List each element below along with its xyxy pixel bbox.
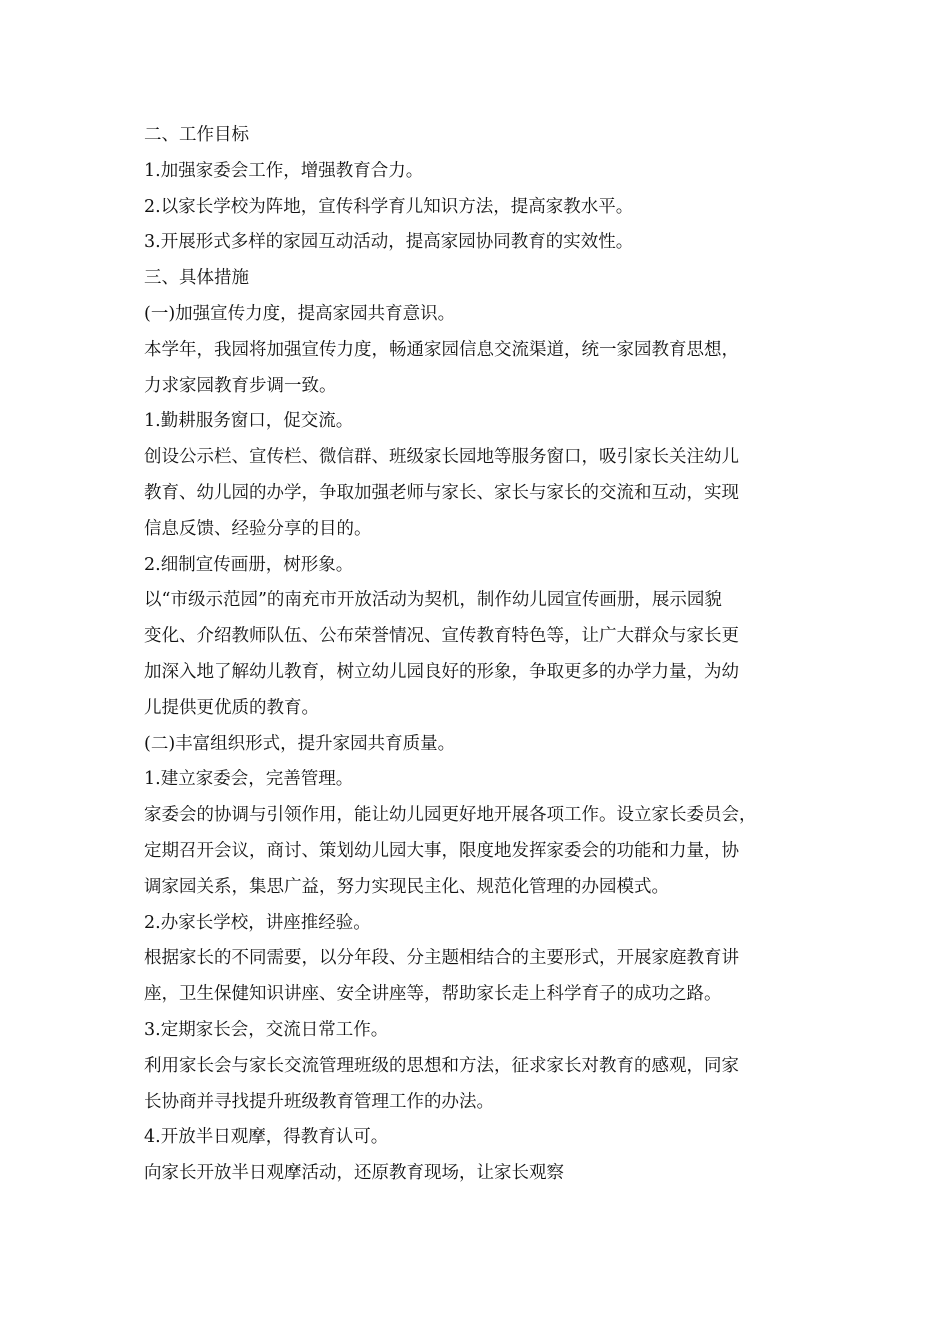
paragraph-line: 力求家园教育步调一致。 [144, 375, 337, 396]
paragraph-line: 长协商并寻找提升班级教育管理工作的办法。 [144, 1091, 494, 1112]
paragraph-line: 家委会的协调与引领作用，能让幼儿园更好地开展各项工作。设立家长委员会， [144, 805, 757, 826]
paragraph-line: 创设公示栏、宣传栏、微信群、班级家长园地等服务窗口，吸引家长关注幼儿 [144, 447, 739, 468]
paragraph-line: 根据家长的不同需要，以分年段、分主题相结合的主要形式，开展家庭教育讲 [144, 948, 739, 969]
paragraph-line: 儿提供更优质的教育。 [144, 697, 319, 718]
subsection-heading-1: (一)加强宣传力度，提高家园共育意识。 [144, 303, 456, 324]
paragraph-line: 向家长开放半日观摩活动，还原教育现场，让家长观察 [144, 1163, 564, 1184]
paragraph-line: 定期召开会议，商讨、策划幼儿园大事，限度地发挥家委会的功能和力量，协 [144, 840, 739, 861]
item-heading: 1.勤耕服务窗口，促交流。 [144, 411, 354, 432]
section-heading-goals: 二、工作目标 [144, 125, 249, 145]
item-heading: 1.建立家委会，完善管理。 [144, 769, 354, 790]
subsection-heading-2: (二)丰富组织形式，提升家园共育质量。 [144, 733, 456, 754]
document-body [144, 118, 824, 1192]
paragraph-line: 本学年，我园将加强宣传力度，畅通家园信息交流渠道，统一家园教育思想， [144, 339, 739, 360]
item-heading: 3.定期家长会，交流日常工作。 [144, 1019, 389, 1040]
paragraph-line: 以“市级示范园”的南充市开放活动为契机，制作幼儿园宣传画册，展示园貌 [144, 590, 722, 611]
paragraph-line: 座，卫生保健知识讲座、安全讲座等，帮助家长走上科学育子的成功之路。 [144, 984, 722, 1005]
paragraph-line: 调家园关系，集思广益，努力实现民主化、规范化管理的办园模式。 [144, 876, 669, 897]
goal-item-1: 1.加强家委会工作，增强教育合力。 [144, 160, 424, 181]
section-heading-measures: 三、具体措施 [144, 268, 249, 289]
paragraph-line: 信息反馈、经验分享的目的。 [144, 518, 372, 539]
item-heading: 2.细制宣传画册，树形象。 [144, 554, 354, 575]
paragraph-line: 利用家长会与家长交流管理班级的思想和方法，征求家长对教育的感观，同家 [144, 1055, 739, 1076]
goal-item-2: 2.以家长学校为阵地，宣传科学育儿知识方法，提高家教水平。 [144, 196, 634, 217]
paragraph-line: 教育、幼儿园的办学，争取加强老师与家长、家长与家长的交流和互动，实现 [144, 482, 739, 503]
paragraph-line: 加深入地了解幼儿教育，树立幼儿园良好的形象，争取更多的办学力量，为幼 [144, 661, 739, 682]
item-heading: 2.办家长学校，讲座推经验。 [144, 912, 371, 933]
paragraph-line: 变化、介绍教师队伍、公布荣誉情况、宣传教育特色等，让广大群众与家长更 [144, 626, 739, 647]
goal-item-3: 3.开展形式多样的家园互动活动，提高家园协同教育的实效性。 [144, 232, 634, 253]
item-heading: 4.开放半日观摩，得教育认可。 [144, 1127, 389, 1148]
